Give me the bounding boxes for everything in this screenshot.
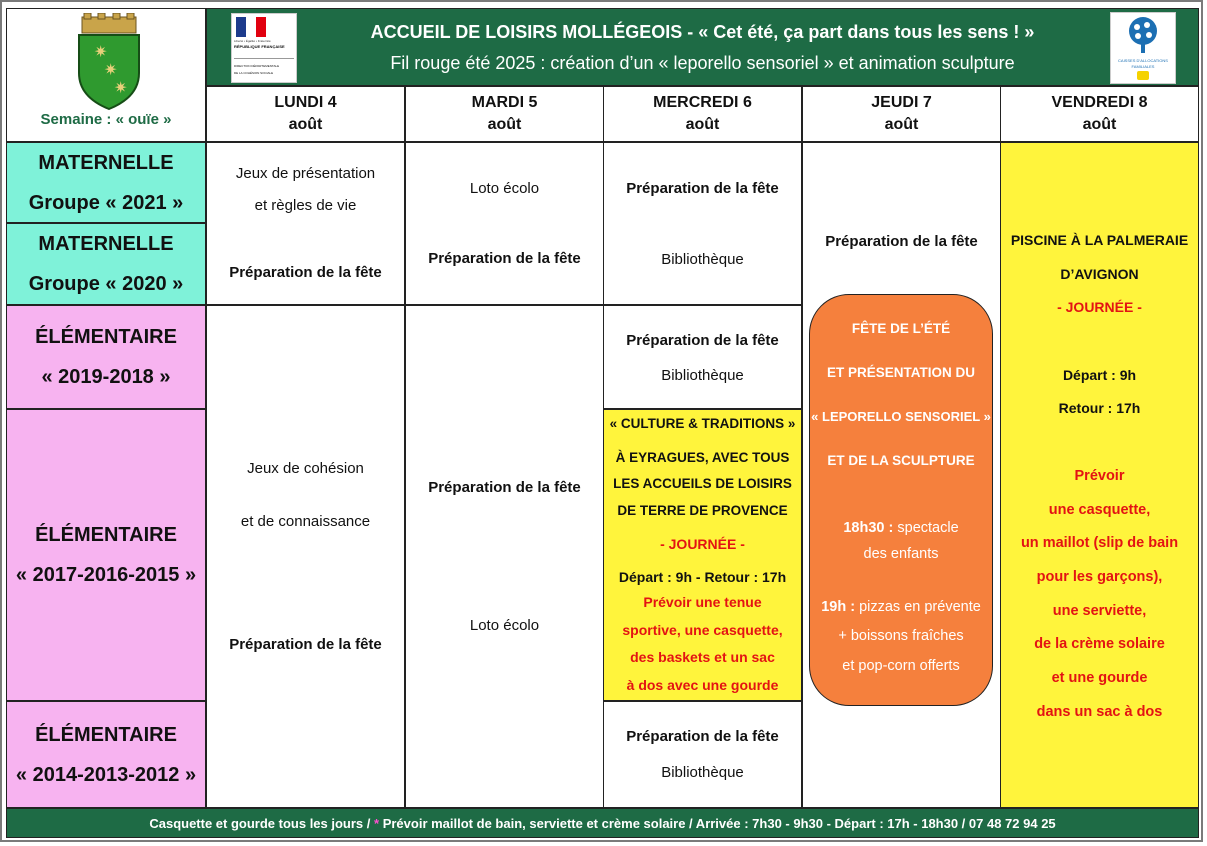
monday-elem-activity-2: et de connaissance — [240, 513, 371, 530]
pizza-line-2: + boissons fraîches — [838, 628, 964, 644]
gov-logo-line1: Liberté • Égalité • Fraternité — [234, 39, 271, 43]
caf-tree-icon — [1123, 15, 1163, 55]
fete-line-1: FÊTE DE L’ÉTÉ — [851, 321, 951, 336]
tuesday-elem-loto: Loto écolo — [469, 617, 540, 634]
header-banner — [206, 8, 1199, 86]
culture-times: Départ : 9h - Retour : 17h — [618, 569, 787, 585]
friday-reminder-6: de la crème solaire — [1034, 636, 1165, 652]
svg-text:✷: ✷ — [114, 78, 128, 97]
monday-mat-activity-1: Jeux de présentation — [235, 165, 376, 182]
page-subtitle: Fil rouge été 2025 : création d’un « leporello sensoriel » et animation sculpture — [390, 53, 1015, 73]
footer-star: * — [374, 815, 380, 831]
wednesday-mat-biblio: Bibliothèque — [661, 251, 744, 268]
tuesday-maternelle-cell — [405, 142, 604, 305]
wednesday-e1-biblio: Bibliothèque — [661, 367, 744, 384]
friday-reminder-1: Prévoir — [1074, 468, 1125, 484]
friday-reminder-8: dans un sac à dos — [1036, 704, 1163, 720]
wednesday-mat-prep: Préparation de la fête — [626, 180, 779, 197]
caf-logo — [1110, 12, 1176, 84]
friday-cell — [1000, 142, 1199, 808]
fete-line-2: ET PRÉSENTATION DU — [826, 365, 975, 380]
footer-part-1: Casquette et gourde tous les jours / — [149, 815, 371, 831]
svg-text:✷: ✷ — [94, 42, 108, 61]
monday-mat-activity-2: et règles de vie — [254, 197, 357, 214]
footer-part-2: Prévoir maillot de bain, serviette et crème solaire / Arrivée : 7h30 - 9h30 - Départ : 17h - 18h30 / 07 48 72 94 25 — [382, 815, 1056, 831]
monday-mat-prep: Préparation de la fête — [229, 264, 382, 281]
wednesday-e1-prep: Préparation de la fête — [626, 332, 779, 349]
culture-title: « CULTURE & TRADITIONS » — [609, 416, 796, 431]
friday-reminder-2: une casquette, — [1048, 502, 1151, 518]
tuesday-mat-prep: Préparation de la fête — [428, 250, 581, 267]
spectacle-line: 18h30 : spectacle — [843, 520, 959, 536]
tuesday-elementaire-cell — [405, 305, 604, 808]
pizza-line: 19h : pizzas en prévente — [821, 599, 981, 615]
gov-logo-line3: DIRECTION DÉPARTEMENTALE — [234, 64, 280, 68]
footer-banner — [6, 808, 1199, 838]
friday-reminder-3: un maillot (slip de bain — [1020, 535, 1179, 551]
fete-line-3: « LEPORELLO SENSORIEL » — [811, 409, 991, 424]
logo-cell — [6, 8, 206, 142]
culture-journee: - JOURNÉE - — [660, 536, 745, 552]
wednesday-elem-2019-cell — [603, 305, 802, 409]
friday-reminder-7: et une gourde — [1051, 670, 1148, 686]
spectacle-line-2: des enfants — [863, 546, 939, 562]
group-maternelle-2020: MATERNELLE Groupe « 2020 » — [6, 223, 206, 305]
monday-maternelle-cell — [206, 142, 405, 305]
friday-journee: - JOURNÉE - — [1057, 299, 1142, 315]
group-maternelle-2021: MATERNELLE Groupe « 2021 » — [6, 142, 206, 223]
friday-reminder-4: pour les garçons), — [1036, 569, 1163, 585]
tuesday-elem-prep: Préparation de la fête — [428, 479, 581, 496]
caf-logo-line1: CAISSES D’ALLOCATIONS — [1118, 58, 1168, 63]
wednesday-culture-cell — [603, 409, 802, 701]
pizza-line-3: et pop-corn offerts — [842, 658, 960, 674]
fete-bubble — [809, 294, 993, 706]
culture-line-1: À EYRAGUES, AVEC TOUS — [615, 450, 790, 465]
friday-line-2: D’AVIGNON — [1060, 266, 1139, 282]
friday-depart: Départ : 9h — [1062, 367, 1137, 383]
friday-retour: Retour : 17h — [1058, 400, 1141, 416]
gov-logo — [231, 13, 297, 83]
caf-badge-icon — [1137, 71, 1149, 80]
culture-reminder-1: Prévoir une tenue — [643, 594, 762, 610]
culture-reminder-3: des baskets et un sac — [630, 649, 775, 665]
group-elementaire-2017-2016-2015: ÉLÉMENTAIRE « 2017-2016-2015 » — [6, 409, 206, 701]
monday-elementaire-cell — [206, 305, 405, 808]
week-label: Semaine : « ouïe » — [40, 111, 172, 128]
culture-reminder-4: à dos avec une gourde — [626, 677, 779, 693]
page-title: ACCUEIL DE LOISIRS MOLLÉGEOIS - « Cet été, ça part dans tous les sens ! » — [370, 22, 1035, 42]
day-header-thursday: JEUDI 7 août — [802, 86, 1001, 142]
monday-elem-prep: Préparation de la fête — [229, 636, 382, 653]
day-header-friday: VENDREDI 8 août — [1000, 86, 1199, 142]
fete-line-4: ET DE LA SCULPTURE — [827, 453, 975, 468]
group-elementaire-2019-2018: ÉLÉMENTAIRE « 2019-2018 » — [6, 305, 206, 409]
day-header-tuesday: MARDI 5 août — [405, 86, 604, 142]
culture-line-3: DE TERRE DE PROVENCE — [617, 503, 788, 518]
wednesday-maternelle-cell — [603, 142, 802, 305]
friday-reminder-5: une serviette, — [1052, 603, 1147, 619]
tuesday-mat-loto: Loto écolo — [469, 180, 540, 197]
svg-text:✷: ✷ — [104, 60, 118, 79]
culture-reminder-2: sportive, une casquette, — [622, 622, 783, 638]
monday-elem-activity-1: Jeux de cohésion — [247, 460, 364, 477]
day-header-monday: LUNDI 4 août — [206, 86, 405, 142]
thursday-cell — [802, 142, 1001, 808]
friday-line-1: PISCINE À LA PALMERAIE — [1010, 232, 1189, 248]
thursday-mat-prep: Préparation de la fête — [825, 233, 978, 250]
town-crest-icon — [74, 13, 144, 111]
marianne-icon — [236, 17, 266, 37]
day-header-wednesday: MERCREDI 6 août — [603, 86, 802, 142]
gov-logo-line2: RÉPUBLIQUE FRANÇAISE — [234, 44, 285, 49]
culture-line-2: LES ACCUEILS DE LOISIRS — [613, 476, 792, 491]
wednesday-e3-prep: Préparation de la fête — [626, 728, 779, 745]
gov-logo-line4: DE LA COHÉSION SOCIALE — [234, 71, 274, 75]
wednesday-e3-biblio: Bibliothèque — [661, 764, 744, 781]
caf-logo-line2: FAMILIALES — [1131, 64, 1155, 69]
group-elementaire-2014-2013-2012: ÉLÉMENTAIRE « 2014-2013-2012 » — [6, 701, 206, 808]
wednesday-elem-2014-cell — [603, 701, 802, 808]
